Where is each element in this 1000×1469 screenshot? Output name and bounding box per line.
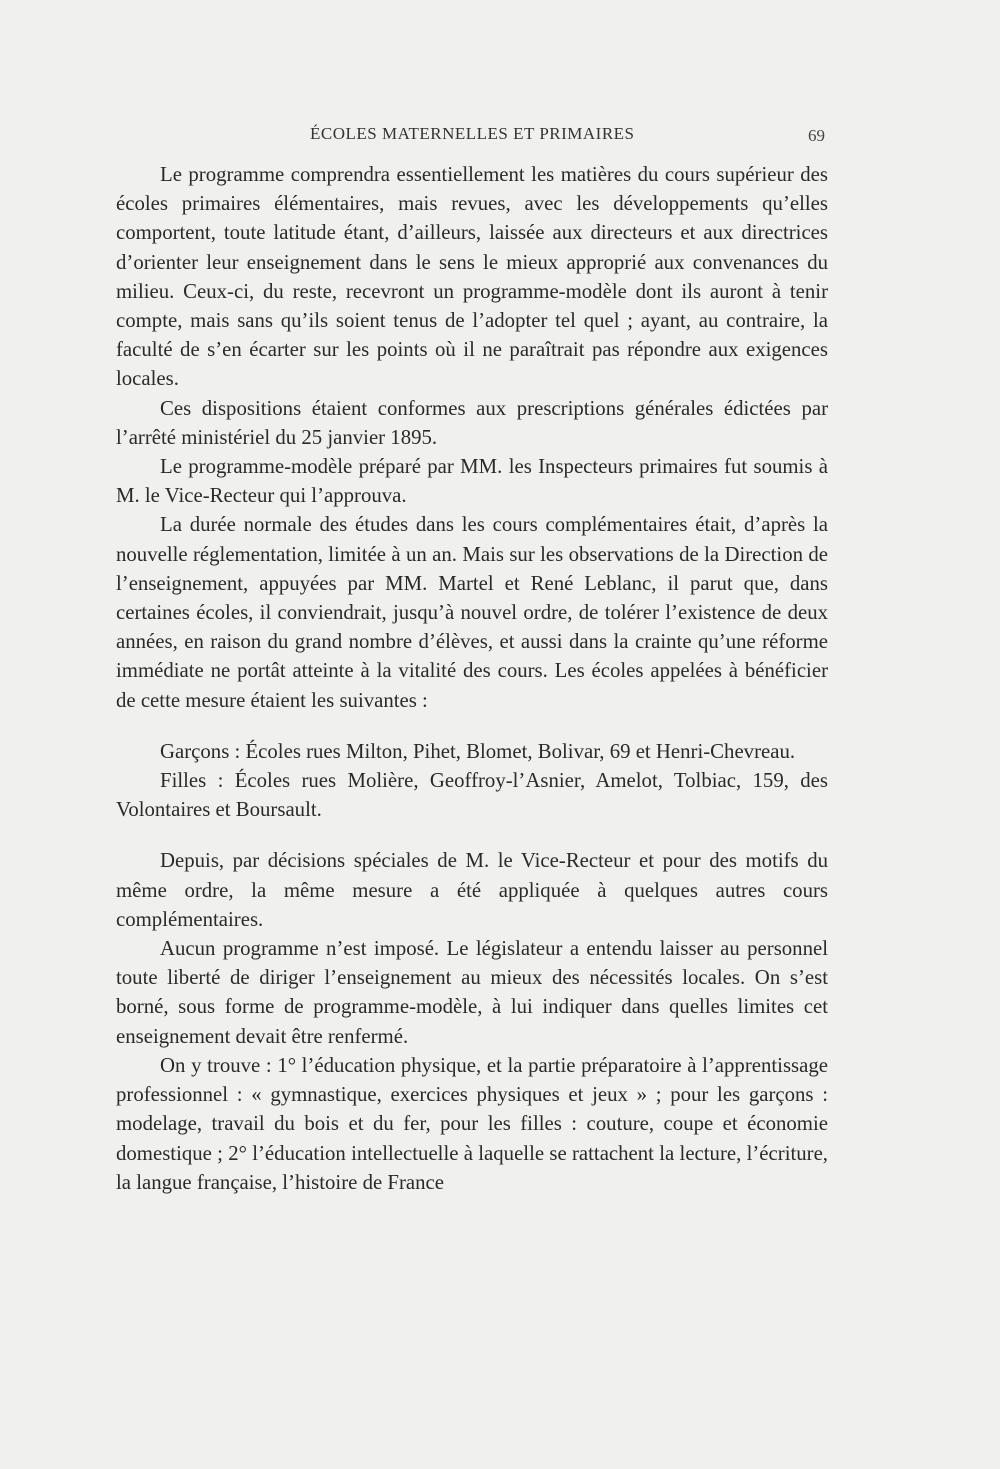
paragraph: On y trouve : 1° l’éducation physique, et la partie préparatoire à l’apprentissage professionnel : « gymnastique, exercices physiques et jeux » ; pour les garçons : modelage, travail du bois et du fer, pour les filles : couture, coupe et économie domestique ; 2° l’éducation intellectuelle à laquelle se rattachent la lecture, l’écriture, la langue française, l’histoire de France: [116, 1053, 828, 1194]
body-text: [116, 160, 828, 1197]
list-entry-boys-schools: Garçons : Écoles rues Milton, Pihet, Blomet, Bolivar, 69 et Henri-Chevreau.: [160, 739, 796, 763]
running-title: ÉCOLES MATERNELLES ET PRIMAIRES: [310, 124, 635, 143]
paragraph: Aucun programme n’est imposé. Le législateur a entendu laisser au personnel toute liberté de diriger l’enseignement au mieux des nécessités locales. On s’est borné, sous forme de programme-modèle, à lui indiquer dans quelles limites cet enseignement devait être renfermé.: [116, 937, 828, 1048]
paragraph: La durée normale des études dans les cours complémentaires était, d’après la nouvelle réglementation, limitée à un an. Mais sur les observations de la Direction de l’enseignement, appuyées par MM. Martel et René Leblanc, il parut que, dans certaines écoles, il conviendrait, jusqu’à nouvel ordre, de tolérer l’existence de deux années, en raison du grand nombre d’élèves, et aussi dans la crainte qu’une réforme immédiate ne portât atteinte à la vitalité des cours. Les écoles appelées à bénéficier de cette mesure étaient les suivantes :: [116, 513, 828, 712]
paragraph: Le programme-modèle préparé par MM. les Inspecteurs primaires fut soumis à M. le Vice-Recteur qui l’approuva.: [116, 455, 828, 508]
paragraph: Ces dispositions étaient conformes aux prescriptions générales édictées par l’arrêté ministériel du 25 janvier 1895.: [116, 396, 828, 449]
running-header: [0, 124, 1000, 154]
paragraph: Depuis, par décisions spéciales de M. le Vice-Recteur et pour des motifs du même ordre, la même mesure a été appliquée à quelques autres cours complémentaires.: [116, 849, 828, 931]
list-entry-girls-schools: Filles : Écoles rues Molière, Geoffroy-l’Asnier, Amelot, Tolbiac, 159, des Volontaires et Boursault.: [116, 769, 828, 822]
paragraph: Le programme comprendra essentiellement les matières du cours supérieur des écoles primaires élémentaires, mais revues, avec les développements qu’elles comportent, toute latitude étant, d’ailleurs, laissée aux directeurs et aux directrices d’orienter leur enseignement dans le sens le mieux approprié aux convenances du milieu. Ceux-ci, du reste, recevront un programme-modèle dont ils auront à tenir compte, mais sans qu’ils soient tenus de l’adopter tel quel ; ayant, au contraire, la faculté de s’en écarter sur les points où il ne paraîtrait pas répondre aux exigences locales.: [116, 163, 828, 391]
page-number: 69: [808, 126, 825, 145]
